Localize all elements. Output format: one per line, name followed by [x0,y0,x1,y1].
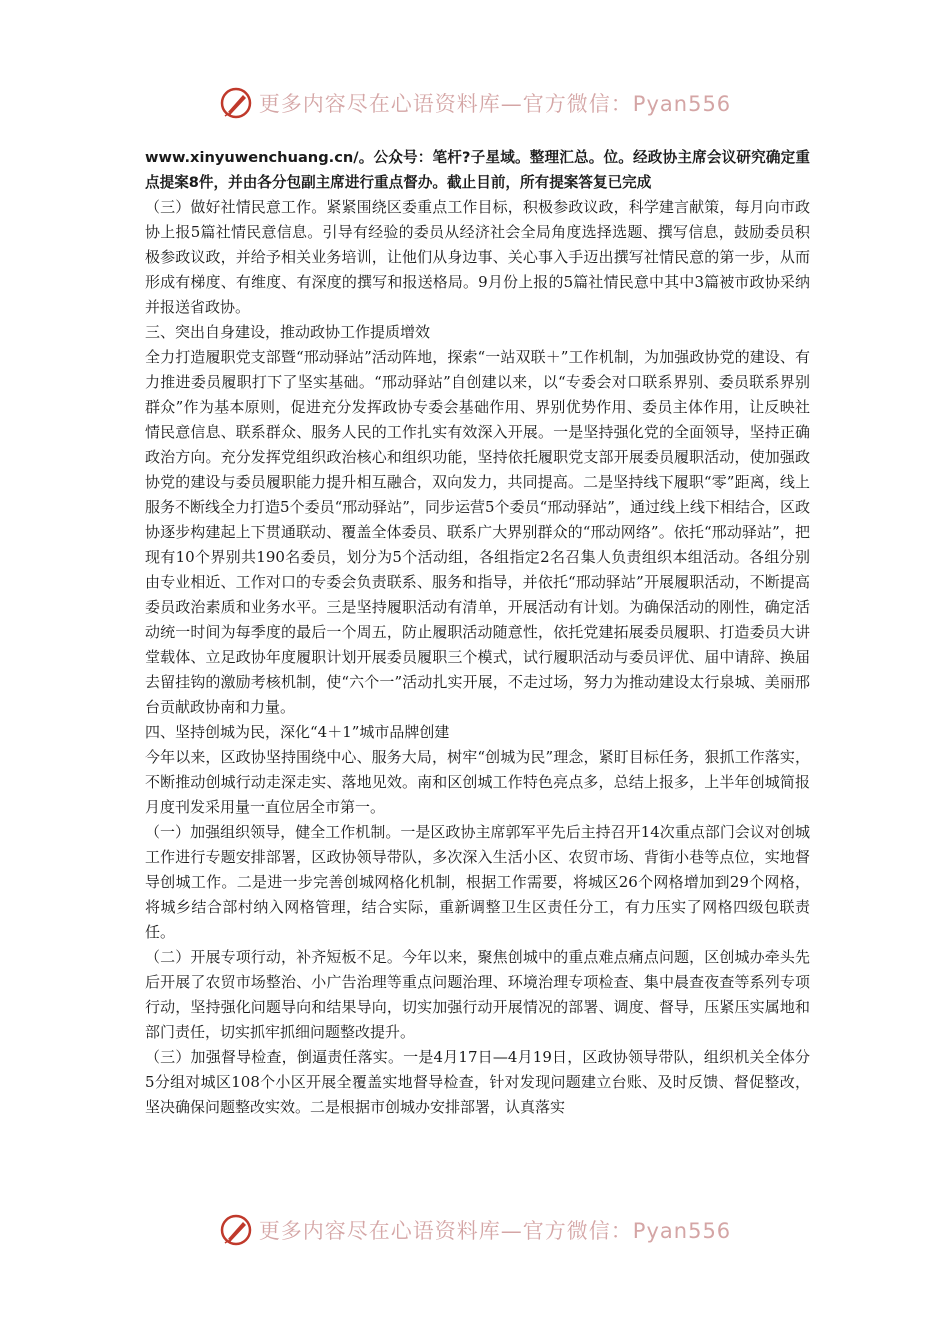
header-banner [0,78,950,128]
section-heading: 三、突出自身建设，推动政协工作提质增效 [145,323,431,341]
paragraph: www.xinyuwenchuang.cn/。公众号：笔杆?子星域。整理汇总。位。经政协主席会议研究确定重点提案8件，并由各分包副主席进行重点督办。截止目前，所有提案答复已完成 [145,149,810,191]
footer-banner [0,1205,950,1255]
paragraph: 今年以来，区政协坚持围绕中心、服务大局，树牢“创城为民”理念，紧盯目标任务，狠抓工作落实，不断推动创城行动走深走实、落地见效。南和区创城工作特色亮点多，总结上报多，上半年创城简报月度刊发采用量一直位居全市第一。 [145,748,810,816]
paragraph: （二）开展专项行动，补齐短板不足。今年以来，聚焦创城中的重点难点痛点问题，区创城办牵头先后开展了农贸市场整治、小广告治理等重点问题治理、环境治理专项检查、集中晨查夜查等系列专项行动，坚持强化问题导向和结果导向，切实加强行动开展情况的部署、调度、督导，压紧压实属地和部门责任，切实抓牢抓细问题整改提升。 [145,948,810,1041]
paragraph: （三）做好社情民意工作。紧紧围绕区委重点工作目标，积极参政议政，科学建言献策，每月向市政协上报5篇社情民意信息。引导有经验的委员从经济社会全局角度选择选题、撰写信息，鼓励委员积极参政议政，并给予相关业务培训，让他们从身边事、关心事入手迈出撰写社情民意的第一步，从而形成有梯度、有维度、有深度的撰写和报送格局。9月份上报的5篇社情民意中其中3篇被市政协采纳并报送省政协。 [145,198,810,316]
pen-circle-icon [219,86,253,120]
paragraph: （三）加强督导检查，倒逼责任落实。一是4月17日—4月19日，区政协领导带队，组织机关全体分5分组对城区108个小区开展全覆盖实地督导检查，针对发现问题建立台账、及时反馈、督促整改，坚决确保问题整改实效。二是根据市创城办安排部署，认真落实 [145,1048,810,1116]
document-body [145,145,810,1120]
section-heading: 四、坚持创城为民，深化“4＋1”城市品牌创建 [145,723,450,741]
pen-circle-icon [219,1213,253,1247]
header-banner-text: 更多内容尽在心语资料库—官方微信：Pyan556 [258,92,732,116]
paragraph: （一）加强组织领导，健全工作机制。一是区政协主席郭军平先后主持召开14次重点部门会议对创城工作进行专题安排部署，区政协领导带队，多次深入生活小区、农贸市场、背街小巷等点位，实地督导创城工作。二是进一步完善创城网格化机制，根据工作需要，将城区26个网格增加到29个网格，将城乡结合部村纳入网格管理，结合实际，重新调整卫生区责任分工，有力压实了网格四级包联责任。 [145,823,810,941]
paragraph: 全力打造履职党支部暨“邢动驿站”活动阵地，探索“一站双联＋”工作机制，为加强政协党的建设、有力推进委员履职打下了坚实基础。“邢动驿站”自创建以来，以“专委会对口联系界别、委员联系界别群众”作为基本原则，促进充分发挥政协专委会基础作用、界别优势作用、委员主体作用，让反映社情民意信息、联系群众、服务人民的工作扎实有效深入开展。一是坚持强化党的全面领导，坚持正确政治方向。充分发挥党组织政治核心和组织功能，坚持依托履职党支部开展委员履职活动，使加强政协党的建设与委员履职能力提升相互融合，双向发力，共同提高。二是坚持线下履职“零”距离，线上服务不断线全力打造5个委员“邢动驿站”，同步运营5个委员“邢动驿站”，通过线上线下相结合，区政协逐步构建起上下贯通联动、覆盖全体委员、联系广大界别群众的“邢动网络”。依托“邢动驿站”，把现有10个界别共190名委员，划分为5个活动组，各组指定2名召集人负责组织本组活动。各组分别由专业相近、工作对口的专委会负责联系、服务和指导，并依托“邢动驿站”开展履职活动，不断提高委员政治素质和业务水平。三是坚持履职活动有清单，开展活动有计划。为确保活动的刚性，确定活动统一时间为每季度的最后一个周五，防止履职活动随意性，依托党建拓展委员履职、打造委员大讲堂载体、立足政协年度履职计划开展委员履职三个模式，试行履职活动与委员评优、届中请辞、换届去留挂钩的激励考核机制，使“六个一”活动扎实开展，不走过场，努力为推动建设太行泉城、美丽邢台贡献政协南和力量。 [145,348,810,716]
footer-banner-text: 更多内容尽在心语资料库—官方微信：Pyan556 [258,1219,732,1243]
